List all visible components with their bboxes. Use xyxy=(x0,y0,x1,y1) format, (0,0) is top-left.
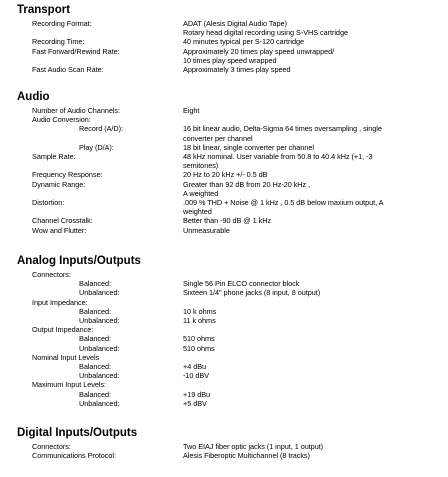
spec-value: weighted xyxy=(183,207,212,217)
spec-value: 10 times play speed wrapped xyxy=(183,55,277,65)
spec-label: Balanced: xyxy=(79,389,112,399)
section-heading: Digital Inputs/Outputs xyxy=(17,427,138,439)
spec-value: 11 k ohms xyxy=(183,316,216,325)
spec-label: Connectors: xyxy=(32,442,71,451)
spec-value: Approximately 20 times play speed unwrapped/ xyxy=(183,46,335,56)
spec-label: Balanced: xyxy=(79,362,112,371)
spec-label: Audio Conversion: xyxy=(32,115,91,125)
spec-label: Channel Crosstalk: xyxy=(32,216,93,226)
spec-value: ADAT (Alesis Digital Audio Tape) xyxy=(183,19,287,28)
spec-value: Eight xyxy=(183,106,200,115)
spec-value: Two EIAJ fiber optic jacks (1 input, 1 output) xyxy=(183,442,324,451)
spec-label: Connectors: xyxy=(32,270,71,279)
spec-value: +4 dBu xyxy=(183,362,207,371)
spec-label: Unbalanced: xyxy=(79,316,120,325)
spec-value: Approximately 3 times play speed xyxy=(183,65,291,74)
spec-label: Play (D/A): xyxy=(79,142,114,152)
spec-label: Distortion: xyxy=(32,198,65,207)
spec-label: Fast Forward/Rewind Rate: xyxy=(32,46,120,56)
spec-value: Alesis Fiberoptic Multichannel (8 tracks) xyxy=(183,451,310,461)
spec-label: Recording Format: xyxy=(32,19,92,28)
spec-label: Record (A/D): xyxy=(79,124,123,134)
spec-label: Number of Audio Channels: xyxy=(32,106,120,115)
spec-value: Greater than 92 dB from 20 Hz-20 kHz , xyxy=(183,179,311,189)
spec-value: Rotary head digital recording using S-VHS cartridge xyxy=(183,28,348,38)
spec-label: Output Impedance: xyxy=(32,325,94,335)
spec-label: Unbalanced: xyxy=(79,288,120,298)
spec-label: Wow and Flutter: xyxy=(32,225,87,235)
spec-label: Frequency Response: xyxy=(32,170,103,180)
spec-value: semitones) xyxy=(183,161,219,171)
spec-label: Balanced: xyxy=(79,334,112,344)
spec-value: Better than -90 dB @ 1 kHz xyxy=(183,216,272,226)
spec-value: Unmeasurable xyxy=(183,225,230,235)
spec-value: converter per channel xyxy=(183,133,253,143)
spec-value: Single 56 Pin ELCO connector block xyxy=(183,279,300,289)
spec-value: 510 ohms xyxy=(183,334,215,344)
spec-label: Communications Protocol: xyxy=(32,451,116,461)
spec-value: 20 Hz to 20 kHz +/- 0.5 dB xyxy=(183,170,268,180)
spec-label: Balanced: xyxy=(79,279,112,289)
spec-label: Unbalanced: xyxy=(79,343,120,353)
spec-label: Fast Audio Scan Rate: xyxy=(32,65,104,74)
section-heading: Transport xyxy=(17,4,71,16)
spec-value: Sixteen 1/4" phone jacks (8 input, 8 output) xyxy=(183,288,321,298)
spec-value: 18 bit linear, single converter per channel xyxy=(183,142,314,152)
section-heading: Analog Inputs/Outputs xyxy=(17,255,141,267)
spec-value: 10 k ohms xyxy=(183,306,217,316)
spec-label: Balanced: xyxy=(79,306,112,316)
spec-value: 48 kHz nominal. User variable from 50.8 to 40.4 kHz (+1, -3 xyxy=(183,152,373,161)
spec-label: Nominal Input Levels xyxy=(32,352,100,362)
spec-label: Unbalanced: xyxy=(79,398,120,408)
section-heading: Audio xyxy=(17,91,50,103)
spec-value: A weighted xyxy=(183,188,219,198)
spec-value: 40 minutes typical per S-120 cartridge xyxy=(183,37,304,47)
spec-value: -10 dBV xyxy=(183,371,210,381)
spec-value: .009 % THD + Noise @ 1 kHz , 0.5 dB below maxium output, A xyxy=(183,198,384,207)
spec-label: Input Impedance: xyxy=(32,297,88,307)
spec-value: 16 bit linear audio, Delta-Sigma 64 times oversampling , single xyxy=(183,124,382,134)
spec-value: +19 dBu xyxy=(183,389,211,399)
spec-value: 510 ohms xyxy=(183,343,215,353)
spec-label: Maximum Input Levels: xyxy=(32,380,106,390)
spec-value: +5 dBV xyxy=(183,398,207,408)
spec-label: Dynamic Range: xyxy=(32,179,86,189)
spec-label: Recording Time: xyxy=(32,37,85,47)
spec-label: Sample Rate: xyxy=(32,152,76,161)
spec-label: Unbalanced: xyxy=(79,371,120,381)
